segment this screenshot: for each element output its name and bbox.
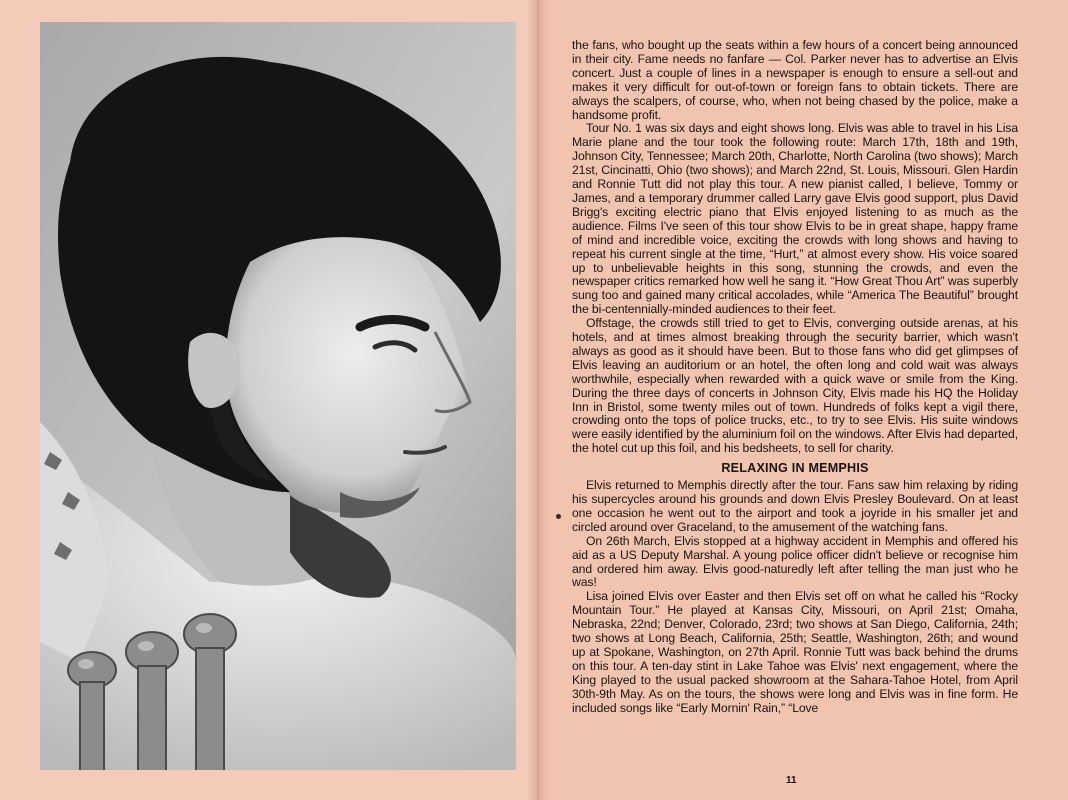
paragraph: Lisa joined Elvis over Easter and then Elvis set off on what he called his “Rocky Mountain Tour.” He played at Kansas City, Missouri, on April 21st; Omaha, Nebraska, 22nd; Denver, Colorado, 23rd; two shows at San Diego, California, 24th; two shows at Long Beach, California, 25th; Seattle, Washington, 26th; and wound up at Spokane, Washington, on 27th April. Ronnie Tutt was back behind the drums on this tour. A ten-day stint in Lake Tahoe was Elvis' next engagement, where the King played to the usual packed showroom at the Sahara-Tahoe Hotel, from April 30th-9th May. As on the tours, the shows were long and Elvis was in fine form. He included songs like “Early Mornin' Rain,” “Love bbox=[572, 589, 1018, 715]
paragraph: On 26th March, Elvis stopped at a highway accident in Memphis and offered his aid as a US Deputy Marshal. A young police officer didn't believe or recognise him and ordered him away. Elvis good-naturedly left after telling the man just who he was! bbox=[572, 533, 1018, 590]
paragraph: Elvis returned to Memphis directly after the tour. Fans saw him relaxing by riding his supercycles around his grounds and down Elvis Presley Boulevard. On at least one occasion he went out to the airport and took a joyride in his smaller jet and circled around over Graceland, to the amusement of the watching fans. bbox=[572, 478, 1018, 534]
paragraph: Offstage, the crowds still tried to get to Elvis, converging outside arenas, at his hotels, and at times almost breaking through the security barrier, which wasn't always as good as it should have been. But to those fans who did get glimpses of Elvis leaving an auditorium or an hotel, the often long and cold wait was always worthwhile, especially when rewarded with a quick wave or smile from the King. During the three days of concerts in Johnson City, Elvis made his HQ the Holiday Inn in Bristol, some twenty miles out of town. Hundreds of folks kept a vigil there, crowding onto the tops of police trucks, etc., to try to see Elvis. His suite windows were easily identified by the aluminium foil on the windows. After Elvis had departed, the hotel cut up this foil, and his bedsheets, to sell for charity. bbox=[572, 316, 1018, 456]
section-bullet-mark bbox=[556, 514, 561, 519]
paragraph: Tour No. 1 was six days and eight shows long. Elvis was able to travel in his Lisa Marie plane and the tour took the following route: March 17th, 18th and 19th, Johnson City, Tennessee; March 20th, Charlotte, North Carolina (two shows); March 21st, Cincinatti, Ohio (two shows); and March 22nd, St. Louis, Missouri. Glen Hardin and Ronnie Tutt did not play this tour. A new pianist called, I believe, Tommy or James, and a temporary drummer called Larry gave Elvis good support, plus David Brigg's exciting electric piano that Elvis enjoyed listening to as much as the audience. Films I've seen of this tour show Elvis to be in great shape, happy frame of mind and incredible voice, exciting the crowds with long shows and having to repeat his current single at the time, “Hurt,” at almost every show. His voice soared up to unbelievable heights in this song, stunning the crowds, and even the newspaper critics remarked how well he sang it. “How Great Thou Art” was superbly sung too and gained many critical accolades, while “America The Beautiful” brought the bi-centennially-minded audiences to their feet. bbox=[572, 121, 1018, 317]
paragraph: the fans, who bought up the seats within a few hours of a concert being announced in their city. Fame needs no fanfare — Col. Parker never has to advertise an Elvis concert. Just a couple of lines in a newspaper is enough to ensure a sell-out and makes it very difficult for out-of-town or foreign fans to obtain tickets. There are always the scalpers, of course, who, when not being chased by the police, make a handsome profit. bbox=[572, 38, 1018, 122]
section-heading: RELAXING IN MEMPHIS bbox=[721, 461, 869, 476]
article-text-column bbox=[572, 39, 1018, 716]
portrait-photo bbox=[40, 22, 516, 770]
portrait-illustration bbox=[40, 22, 516, 770]
page-number: 11 bbox=[786, 775, 797, 786]
book-gutter bbox=[527, 0, 549, 800]
